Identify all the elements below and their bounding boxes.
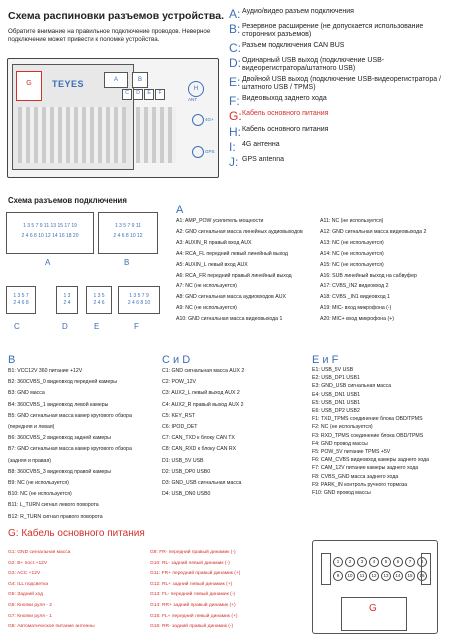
list-item: F4: GND провод массы — [312, 440, 368, 447]
section-cd-letter: C и D — [162, 354, 191, 366]
g-pin: 12 — [369, 571, 379, 581]
d-label: D — [133, 89, 143, 100]
e-bottom-pins: 2 4 6 — [93, 300, 105, 306]
connector-e-diagram — [86, 286, 112, 314]
list-item: E4: USB_DN1 USB1 — [312, 391, 361, 398]
list-item: A13: NC (не используется) — [320, 239, 384, 246]
g-pin: 9 — [333, 571, 343, 581]
list-item: F7: CAM_12V питание камеры заднего хода — [312, 465, 419, 472]
list-item: A8: GND сигнальная масса аудиовходов AUX — [176, 294, 286, 301]
list-item: A10: GND сигнальная масса видеовыхода 1 — [176, 316, 283, 323]
legend-letter: C: — [229, 41, 241, 55]
connector-b-diagram — [98, 212, 158, 254]
ant-label: ANT — [188, 97, 197, 102]
list-item: G1: GND сигнальная масса — [8, 550, 71, 555]
legend-text: Резервное расширение (не допускается использование сторонних разъемов) — [242, 23, 424, 38]
list-item: G4: ILL подсветка — [8, 581, 49, 587]
a-label: A — [113, 77, 118, 83]
list-item: G13: FL- передний левый динамик (-) — [150, 592, 235, 598]
g-latch-left — [321, 553, 331, 585]
list-item: A5: AUXIN_L левый вход AUX — [176, 261, 248, 268]
list-item: F1: TXD_TPMS соединение блока OBD/TPMS — [312, 416, 423, 423]
list-item: A15: NC (не используется) — [320, 261, 384, 268]
section-ef-list — [312, 366, 429, 497]
list-item: A11: NC (не используется) — [320, 218, 384, 224]
g-pin: 2 — [345, 557, 355, 567]
gps-label: GPS — [205, 149, 215, 154]
g-pin: 15 — [405, 571, 415, 581]
d-bottom-pins: 2 4 — [63, 300, 71, 306]
connector-a-diagram — [6, 212, 94, 254]
g-pin: 16 — [417, 571, 427, 581]
connector-a-icon — [104, 72, 128, 88]
legend-text: Одинарный USB выход (подключение USB-видеорегистратора/штатного USB) — [242, 57, 385, 72]
section-a-letter: A — [176, 204, 184, 216]
label-d: D — [62, 322, 68, 331]
legend-item — [229, 141, 447, 153]
legend-item — [229, 110, 447, 122]
list-item: C6: IPOD_DET — [162, 424, 198, 431]
list-item: G15: FL+ передний левый динамик (+) — [150, 613, 238, 619]
g-label: G — [26, 80, 32, 87]
legend-letter: F: — [229, 94, 240, 108]
c-bottom-pins: 2 4 6 8 — [13, 300, 29, 306]
list-item: A1: AMP_POW усилитель мощности — [176, 218, 264, 224]
list-item: B5: GND сигнальная масса камер кругового обзора — [8, 412, 132, 419]
connector-c-diagram — [6, 286, 36, 314]
g-pins-bottom-row — [333, 571, 427, 581]
list-item: D3: GND_USB сигнальная масса — [162, 480, 242, 487]
section-cd-list — [162, 366, 244, 500]
list-item: A7: NC (не используется) — [176, 283, 237, 290]
f-bottom-pins: 2 4 6 8 10 — [127, 300, 151, 306]
list-item: F5: POW_5V питание TPMS +5V — [312, 449, 391, 456]
g-latch-right — [421, 553, 431, 585]
list-item: B6: 360CVBS_2 видеовход задней камеры — [8, 435, 111, 442]
section-a-left-list — [176, 216, 303, 325]
list-item: G6: Кнопки руля - 2 — [8, 602, 52, 608]
legend-text: Кабель основного питания — [242, 126, 329, 133]
g-pin: 1 — [333, 557, 343, 567]
f-top-pins: 1 3 5 7 9 — [129, 293, 149, 299]
legend-text: 4G антенна — [242, 141, 280, 148]
e-top-pins: 1 3 5 — [93, 293, 105, 299]
f-label: F — [155, 89, 165, 100]
list-item: F6: CAM_CVBS видеовход камеры заднего хода — [312, 457, 430, 464]
a-bottom-pins: 2 4 6 8 10 12 14 16 18 20 — [21, 233, 79, 239]
list-item: C2: POW_12V — [162, 379, 197, 386]
list-item: B8: 360CVBS_3 видеовход правой камеры — [8, 468, 112, 475]
label-f: F — [134, 322, 139, 331]
c-top-pins: 1 3 5 7 — [13, 293, 29, 299]
list-item: A9: NC (не используется) — [176, 305, 237, 312]
g-pin: 7 — [405, 557, 415, 567]
g-pin: 5 — [381, 557, 391, 567]
list-item: A3: AUXIN_R правый вход AUX — [176, 239, 252, 246]
legend-letter: G: — [229, 109, 242, 123]
page-subtitle: Обратите внимание на правильное подключение проводов. Неверное подключение может привести к поломке устройства. — [8, 28, 211, 43]
list-item: B7: GND сигнальная масса камер кругового обзора — [8, 446, 132, 453]
legend-item — [229, 76, 447, 92]
4g-jack-icon — [192, 114, 204, 126]
list-item: B2: 360CVBS_0 видеовход передней камеры — [8, 379, 118, 386]
list-item: G7: Кнопки руля - 1 — [8, 613, 52, 619]
legend-letter: E: — [229, 75, 241, 89]
page-title: Схема распиновки разъемов устройства. — [8, 10, 224, 22]
legend-text: Кабель основного питания — [242, 110, 329, 117]
section-b-letter: B — [8, 354, 16, 366]
g-pin: 14 — [393, 571, 403, 581]
4g-label: 4G+ — [205, 117, 214, 122]
b-bottom-pins: 2 4 6 8 10 12 — [113, 233, 143, 239]
list-item: C8: CAN_RXD к блоку CAN RX — [162, 446, 237, 453]
legend-text: Двойной USB выход (подключение USB-видеорегистратора / штатного USB / TPMS) — [242, 76, 442, 91]
legend-letter: A: — [229, 7, 241, 21]
gps-jack-icon — [192, 146, 204, 158]
legend-item — [229, 42, 447, 54]
brand-logo: TEYES — [52, 79, 85, 89]
list-item: A19: MIC- вход микрофона (-) — [320, 305, 392, 312]
legend-item — [229, 8, 447, 20]
legend-item — [229, 156, 447, 168]
list-item: B11: L_TURN сигнал левого поворота — [8, 502, 99, 509]
section-g-right-list — [150, 548, 240, 633]
list-item: (задняя и правая) — [8, 457, 51, 464]
list-item: F3: RXD_TPMS соединение блока OBD/TPMS — [312, 432, 424, 439]
g-pins-top-row — [333, 557, 427, 567]
list-item: A6: RCA_FR передний правый линейный выход — [176, 272, 292, 279]
g-pin: 8 — [417, 557, 427, 567]
g-pin: 3 — [357, 557, 367, 567]
power-connector-g — [16, 71, 42, 101]
legend-list — [229, 8, 447, 171]
label-a: A — [45, 258, 51, 267]
legend-letter: J: — [229, 155, 239, 169]
connectors-title: Схема разъемов подключения — [8, 196, 127, 205]
label-b: B — [124, 258, 130, 267]
list-item: A16: SUB линейный выход на сабвуфер — [320, 272, 417, 279]
list-item: E2: USB_DP1 USB1 — [312, 375, 360, 382]
list-item: A14: NC (не используется) — [320, 250, 384, 257]
c-label: C — [122, 89, 132, 100]
connectors-cdef — [122, 89, 165, 100]
section-b-list — [8, 366, 132, 523]
section-ef-letter: E и F — [312, 354, 339, 366]
g-pin: 6 — [393, 557, 403, 567]
list-item: G16: RR- задний правый динамик (-) — [150, 624, 234, 630]
e-label: E — [144, 89, 154, 100]
list-item: E3: GND_USB сигнальная масса — [312, 383, 392, 390]
list-item: B4: 360CVBS_1 видеовход левой камеры — [8, 401, 109, 408]
list-item: G2: B+ пост.+12V — [8, 560, 48, 566]
legend-text: Аудио/видео разъем подключения — [242, 8, 354, 15]
list-item: E5: USB_DN1 USB1 — [312, 399, 361, 406]
d-top-pins: 1 3 — [63, 293, 71, 299]
section-a-right-list — [320, 216, 426, 325]
list-item: G5: Задний ход — [8, 592, 44, 598]
list-item: A12: GND сигнальная масса видеовыхода 2 — [320, 228, 427, 235]
list-item: D4: USB_DN0 USB0 — [162, 491, 211, 498]
legend-letter: H: — [229, 125, 241, 139]
g-diagram-label: G — [369, 603, 377, 614]
list-item: E6: USB_DP2 USB2 — [312, 408, 360, 415]
list-item: F8: CVBS_GND масса заднего хода — [312, 473, 399, 480]
connector-d-diagram — [56, 286, 78, 314]
list-item: A2: GND сигнальная масса линейных аудиовыходов — [176, 228, 303, 235]
list-item: B9: NC (не используется) — [8, 480, 69, 487]
list-item: C3: AUX2_L левый выход AUX 2 — [162, 390, 240, 397]
section-g-title: G: Кабель основного питания — [8, 528, 145, 539]
list-item: C7: CAN_TXD к блоку CAN TX — [162, 435, 235, 442]
legend-item — [229, 95, 447, 107]
list-item: G12: RL+ задний левый динамик (+) — [150, 581, 233, 587]
list-item: C5: KEY_RST — [162, 412, 196, 419]
g-pin: 13 — [381, 571, 391, 581]
list-item: B12: R_TURN сигнал правого поворота — [8, 513, 103, 520]
b-top-pins: 1 3 5 7 9 11 — [114, 223, 142, 229]
list-item: G3: ACC +12V — [8, 571, 41, 577]
g-connector-diagram — [312, 540, 438, 634]
list-item: G11: FR+ передний правый динамик (+) — [150, 571, 241, 577]
list-item: C4: AUX2_R правый выход AUX 2 — [162, 401, 244, 408]
list-item: A17: CVBS_IN2 видеовход 2 — [320, 283, 389, 290]
legend-letter: D: — [229, 56, 241, 70]
list-item: A4: RCA_FL передний левый линейный выход — [176, 250, 288, 257]
list-item: G10: RL- задний левый динамик (-) — [150, 560, 230, 566]
legend-letter: I: — [229, 140, 236, 154]
g-pin: 10 — [345, 571, 355, 581]
list-item: F10: GND провод массы — [312, 490, 371, 497]
list-item: G14: RR+ задний правый динамик (+) — [150, 602, 236, 608]
list-item: E1: USB_5V USB — [312, 367, 354, 373]
section-g-left-list — [8, 548, 95, 633]
list-item: C1: GND сигнальная масса AUX 2 — [162, 368, 245, 374]
vent-grille-right — [136, 107, 176, 163]
b-label: B — [137, 77, 142, 83]
legend-text: GPS antenna — [242, 156, 285, 163]
list-item: (передняя и левая) — [8, 424, 55, 431]
list-item: G9: FR- передний правый динамик (-) — [150, 550, 236, 555]
g-pin: 4 — [369, 557, 379, 567]
legend-item — [229, 57, 447, 73]
list-item: D1: USB_5V USB — [162, 457, 204, 464]
g-pin: 11 — [357, 571, 367, 581]
list-item: B1: VCC12V 360 питание +12V — [8, 368, 83, 374]
legend-letter: B: — [229, 22, 241, 36]
legend-text: Разъем подключения CAN BUS — [242, 42, 345, 49]
vent-grille — [18, 107, 126, 163]
connector-b-icon — [132, 72, 148, 88]
antenna-jack-h: H — [188, 81, 204, 97]
label-e: E — [94, 322, 100, 331]
list-item: F9: PARK_IN контроль ручного тормоза — [312, 481, 408, 488]
list-item: F2: NC (не используется) — [312, 424, 373, 431]
list-item: B3: GND масса — [8, 390, 45, 397]
legend-item — [229, 126, 447, 138]
list-item: A20: MIC+ вход микрофона (+) — [320, 316, 394, 323]
list-item: G8: Автоматическое питание антенны — [8, 624, 95, 630]
label-c: C — [14, 322, 20, 331]
list-item: A18: CVBS _IN1 видеовход 1 — [320, 294, 390, 301]
a-top-pins: 1 3 5 7 9 11 13 15 17 19 — [23, 223, 77, 229]
list-item: D2: USB_DP0 USB0 — [162, 468, 211, 475]
list-item: B10: NC (не используется) — [8, 491, 72, 498]
connector-f-diagram — [118, 286, 160, 314]
legend-item — [229, 23, 447, 39]
legend-text: Видеовыход заднего хода — [242, 95, 327, 102]
head-unit-rear-panel — [7, 58, 219, 178]
